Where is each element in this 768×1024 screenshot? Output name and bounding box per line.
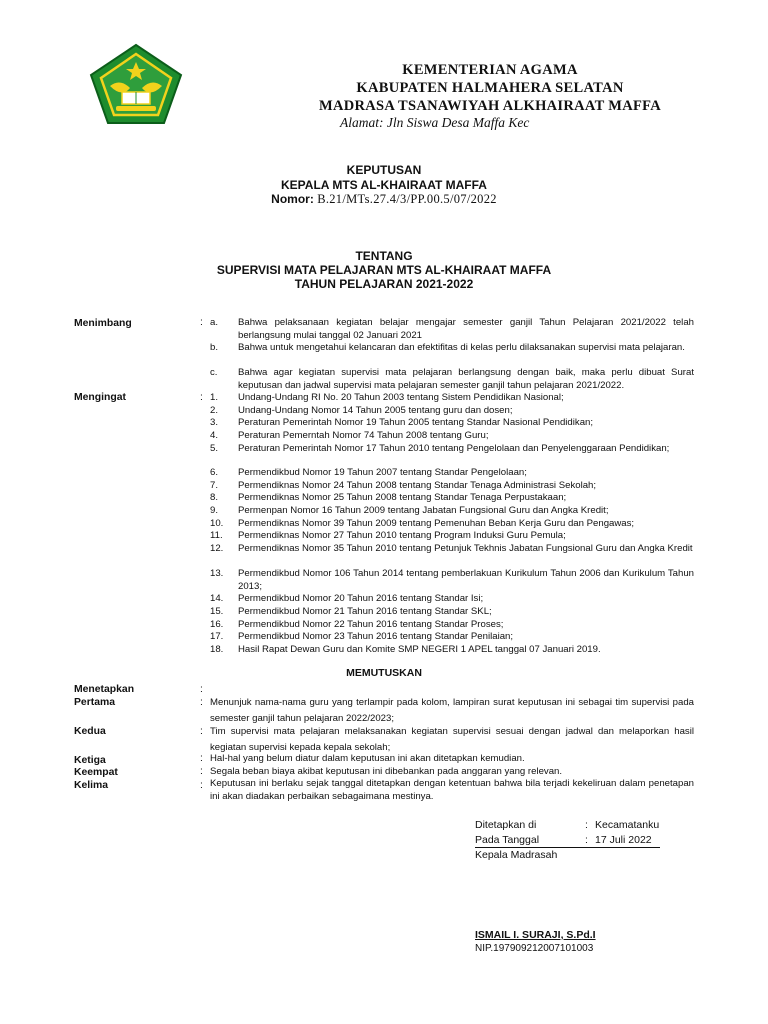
mengingat-item-4-marker: 4. — [210, 430, 219, 441]
mengingat-item-1-text: Undang-Undang RI No. 20 Tahun 2003 tentang Sistem Pendidikan Nasional; — [238, 392, 564, 403]
mengingat-label: Mengingat — [74, 392, 126, 403]
mengingat-item-16-marker: 16. — [210, 619, 224, 630]
letterhead-school: MADRASA TSANAWIYAH ALKHAIRAAT MAFFA — [318, 98, 662, 114]
mengingat-item-3-text: Peraturan Pemerintah Nomor 19 Tahun 2005 tentang Standar Nasional Pendidikan; — [238, 417, 594, 428]
menimbang-item-b-text: Bahwa untuk mengetahui kelancaran dan efektifitas di kelas perlu dilaksanakan supervisi mata pelajaran. — [238, 342, 685, 353]
menimbang-item-a-marker: a. — [210, 317, 219, 328]
decision-label-kelima: Kelima — [74, 780, 109, 791]
decision-colon-menetapkan: : — [200, 684, 203, 695]
decision-label-pertama: Pertama — [74, 697, 116, 708]
letterhead-divider — [70, 138, 698, 139]
menimbang-label: Menimbang — [74, 318, 132, 329]
mengingat-item-2-text: Undang-Undang Nomor 14 Tahun 2005 tentang guru dan dosen; — [238, 405, 513, 416]
mengingat-item-11-marker: 11. — [210, 530, 223, 541]
menimbang-item-c-text: Bahwa agar kegiatan supervisi mata pelajaran berlangsung dengan baik, maka perlu dibuat Surat keputusan dan jadwal supervisi mata pelajaran semester ganjil tahun pelajaran 2021/2022. — [238, 367, 694, 391]
signature-date-colon: : — [585, 834, 588, 846]
decision-text-pertama: Menunjuk nama-nama guru yang terlampir pada kolom, lampiran surat keputusan ini sebagai tim supervisi pada semester ganjil tahun pelajaran 2022/2023; — [210, 697, 694, 724]
decision-label-menetapkan: Menetapkan — [74, 684, 135, 695]
menimbang-item-b-marker: b. — [210, 342, 219, 353]
ministry-emblem-icon — [88, 42, 184, 126]
signature-place-value: Kecamatanku — [595, 819, 660, 831]
mengingat-item-16-text: Permendikbud Nomor 22 Tahun 2016 tentang Standar Proses; — [238, 619, 504, 630]
mengingat-item-5-text: Peraturan Pemerintah Nomor 17 Tahun 2010 tentang Pengelolaan dan Penyelenggaraan Pendidikan; — [238, 443, 670, 454]
mengingat-item-2-marker: 2. — [210, 405, 219, 416]
decision-text-ketiga: Hal-hal yang belum diatur dalam keputusan ini akan ditetapkan kemudian. — [210, 753, 525, 764]
mengingat-item-6-text: Permendikbud Nomor 19 Tahun 2007 tentang Standar Pengelolaan; — [238, 467, 527, 478]
signature-place-colon: : — [585, 819, 588, 831]
signature-date-value: 17 Juli 2022 — [595, 834, 652, 846]
mengingat-item-12-text: Permendiknas Nomor 35 Tahun 2010 tentang Petunjuk Tekhnis Jabatan Fungsional Guru dan Angka Kredit — [238, 543, 693, 554]
subject-line-1: SUPERVISI MATA PELAJARAN MTS AL-KHAIRAAT MAFFA — [216, 263, 552, 277]
mengingat-item-14-text: Permendikbud Nomor 20 Tahun 2016 tentang Standar Isi; — [238, 593, 484, 604]
decision-colon-keempat: : — [200, 766, 203, 777]
menimbang-item-a-text: Bahwa pelaksanaan kegiatan belajar mengajar semester ganjil Tahun Pelajaran 2021/2022 telah berlangsung mulai tanggal 02 Januari 2021 — [238, 317, 694, 341]
decree-title: KEPUTUSAN — [346, 163, 422, 177]
mengingat-item-18-marker: 18. — [210, 644, 224, 655]
signature-name: ISMAIL I. SURAJI, S.Pd.I — [475, 929, 596, 941]
menimbang-item-c-marker: c. — [210, 367, 218, 378]
mengingat-item-3-marker: 3. — [210, 417, 219, 428]
decision-text-keempat: Segala beban biaya akibat keputusan ini dibebankan pada anggaran yang relevan. — [210, 766, 563, 777]
mengingat-item-9-text: Permenpan Nomor 16 Tahun 2009 tentang Jabatan Fungsional Guru dan Angka Kredit; — [238, 505, 609, 516]
mengingat-item-17-marker: 17. — [210, 631, 224, 642]
decision-heading: MEMUTUSKAN — [346, 667, 422, 679]
decision-text-kelima: Keputusan ini berlaku sejak tanggal ditetapkan dengan ketentuan bahwa bila terjadi kekeliruan dalam penetapan ini akan diadakan perbaikan sebagaimana mestinya. — [210, 778, 694, 802]
subject-line-2: TAHUN PELAJARAN 2021-2022 — [294, 277, 474, 291]
decree-number: B.21/MTs.27.4/3/PP.00.5/07/2022 — [317, 192, 497, 206]
mengingat-item-18-text: Hasil Rapat Dewan Guru dan Komite SMP NEGERI 1 APEL tanggal 07 Januari 2019. — [238, 644, 601, 655]
mengingat-item-10-text: Permendiknas Nomor 39 Tahun 2009 tentang Pemenuhan Beban Kerja Guru dan Pengawas; — [238, 518, 635, 529]
decision-label-kedua: Kedua — [74, 726, 106, 737]
mengingat-item-13-text: Permendikbud Nomor 106 Tahun 2014 tentang pemberlakuan Kurikulum Tahun 2006 dan Kurikulum Tahun 2013; — [238, 568, 694, 592]
mengingat-item-1-marker: 1. — [210, 392, 219, 403]
mengingat-item-11-text: Permendiknas Nomor 27 Tahun 2010 tentang Program Induksi Guru Pemula; — [238, 530, 566, 541]
mengingat-item-9-marker: 9. — [210, 505, 219, 516]
mengingat-item-13-marker: 13. — [210, 568, 224, 579]
menimbang-colon: : — [200, 317, 203, 328]
decree-issuer: KEPALA MTS AL-KHAIRAAT MAFFA — [281, 178, 487, 192]
mengingat-item-6-marker: 6. — [210, 467, 219, 478]
signature-position: Kepala Madrasah — [475, 849, 558, 861]
mengingat-item-10-marker: 10. — [210, 518, 224, 529]
mengingat-item-15-text: Permendikbud Nomor 21 Tahun 2016 tentang Standar SKL; — [238, 606, 492, 617]
decree-number-line — [0, 192, 768, 207]
mengingat-item-7-text: Permendiknas Nomor 24 Tahun 2008 tentang Standar Tenaga Administrasi Sekolah; — [238, 480, 597, 491]
mengingat-item-12-marker: 12. — [210, 543, 224, 554]
logo-ribbon — [116, 106, 156, 111]
mengingat-item-15-marker: 15. — [210, 606, 224, 617]
subject-heading: TENTANG — [355, 249, 413, 263]
signature-place-label: Ditetapkan di — [475, 819, 537, 831]
mengingat-item-14-marker: 14. — [210, 593, 224, 604]
decision-text-kedua: Tim supervisi mata pelajaran melaksanakan kegiatan supervisi sesuai dengan jadwal dan melaporkan hasil kegiatan supervisi kepada kepala sekolah; — [210, 726, 694, 753]
ministry-logo — [88, 42, 184, 126]
mengingat-item-17-text: Permendikbud Nomor 23 Tahun 2016 tentang Standar Penilaian; — [238, 631, 514, 642]
mengingat-item-8-text: Permendiknas Nomor 25 Tahun 2008 tentang Standar Tenaga Perpustakaan; — [238, 492, 567, 503]
mengingat-item-4-text: Peraturan Pemerntah Nomor 74 Tahun 2008 tentang Guru; — [238, 430, 489, 441]
mengingat-item-5-marker: 5. — [210, 443, 219, 454]
signature-date-underline — [475, 847, 660, 848]
letterhead-address: Alamat: Jln Siswa Desa Maffa Kec — [340, 115, 530, 130]
letterhead-regency: KABUPATEN HALMAHERA SELATAN — [356, 80, 624, 96]
mengingat-item-7-marker: 7. — [210, 480, 219, 491]
signature-date-label: Pada Tanggal — [475, 834, 540, 846]
decision-label-ketiga: Ketiga — [74, 755, 106, 766]
decision-colon-ketiga: : — [200, 753, 203, 764]
decision-colon-kelima: : — [200, 780, 203, 791]
decision-colon-kedua: : — [200, 726, 203, 737]
signature-nip: NIP.197909212007101003 — [475, 943, 594, 954]
decree-number-label: Nomor: — [271, 192, 314, 206]
letterhead-ministry: KEMENTERIAN AGAMA — [402, 62, 578, 78]
mengingat-item-8-marker: 8. — [210, 492, 219, 503]
decision-colon-pertama: : — [200, 697, 203, 708]
mengingat-colon: : — [200, 392, 203, 403]
decision-label-keempat: Keempat — [74, 767, 118, 778]
